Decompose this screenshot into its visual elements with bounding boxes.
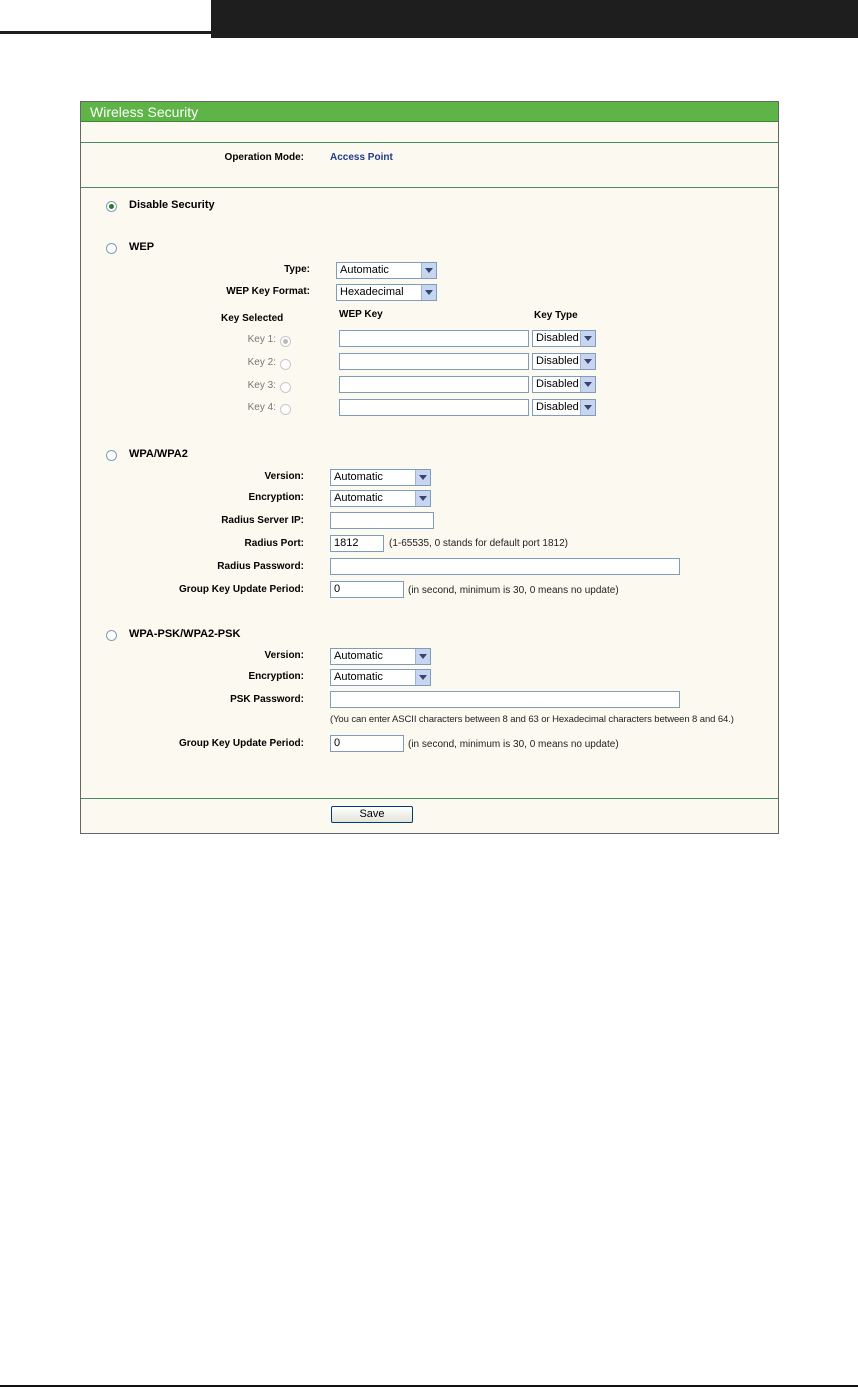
radius-port-input[interactable]: 1812 — [330, 535, 384, 552]
wep-title: WEP — [129, 241, 155, 253]
psk-group-key-hint: (in second, minimum is 30, 0 means no update) — [408, 739, 619, 750]
chevron-down-icon — [421, 263, 436, 278]
psk-version-label: Version: — [264, 650, 304, 661]
wep-radio[interactable] — [106, 243, 117, 254]
key4-label: Key 4: — [247, 402, 276, 413]
wep-format-label: WEP Key Format: — [226, 286, 310, 297]
radius-ip-input[interactable] — [330, 512, 434, 529]
key1-input[interactable] — [339, 330, 529, 347]
key1-type-value: Disabled — [536, 332, 579, 344]
psk-password-hint: (You can enter ASCII characters between 8 and 63 or Hexadecimal characters between 8 and 64.) — [330, 714, 734, 725]
wep-type-label: Type: — [284, 264, 310, 275]
key1-label: Key 1: — [247, 334, 276, 345]
wireless-security-panel — [80, 101, 779, 834]
disable-security-radio[interactable] — [106, 201, 117, 212]
psk-encryption-label: Encryption: — [248, 671, 304, 682]
divider — [81, 798, 778, 799]
key1-type-select[interactable] — [532, 330, 596, 347]
wep-type-select[interactable] — [336, 262, 437, 279]
key4-input[interactable] — [339, 399, 529, 416]
psk-version-select[interactable] — [330, 648, 431, 665]
radius-password-label: Radius Password: — [217, 561, 304, 572]
psk-version-value: Automatic — [334, 650, 383, 662]
chevron-down-icon — [415, 491, 430, 506]
psk-password-input[interactable] — [330, 691, 680, 708]
chevron-down-icon — [415, 470, 430, 485]
wpa-version-select[interactable] — [330, 469, 431, 486]
chevron-down-icon — [421, 285, 436, 300]
key3-input[interactable] — [339, 376, 529, 393]
key4-type-select[interactable] — [532, 399, 596, 416]
col-key-type: Key Type — [534, 310, 578, 321]
key1-radio[interactable] — [280, 336, 291, 347]
wpa-version-label: Version: — [264, 471, 304, 482]
psk-encryption-value: Automatic — [334, 671, 383, 683]
psk-title: WPA-PSK/WPA2-PSK — [129, 628, 241, 640]
header-tab — [0, 0, 211, 34]
panel-title: Wireless Security — [81, 102, 778, 122]
radius-ip-label: Radius Server IP: — [221, 515, 304, 526]
psk-password-label: PSK Password: — [230, 694, 304, 705]
chevron-down-icon — [580, 354, 595, 369]
divider — [81, 187, 778, 188]
key3-type-value: Disabled — [536, 378, 579, 390]
key3-label: Key 3: — [247, 380, 276, 391]
key3-type-select[interactable] — [532, 376, 596, 393]
chevron-down-icon — [580, 377, 595, 392]
operation-mode-label: Operation Mode: — [224, 152, 304, 163]
wpa-version-value: Automatic — [334, 471, 383, 483]
radius-password-input[interactable] — [330, 558, 680, 575]
wep-format-select[interactable] — [336, 284, 437, 301]
key2-type-select[interactable] — [532, 353, 596, 370]
psk-radio[interactable] — [106, 630, 117, 641]
wep-format-value: Hexadecimal — [340, 286, 404, 298]
header-dark-bar — [211, 0, 858, 38]
key2-label: Key 2: — [247, 357, 276, 368]
col-wep-key: WEP Key — [339, 309, 383, 320]
psk-group-key-label: Group Key Update Period: — [178, 738, 304, 749]
key2-type-value: Disabled — [536, 355, 579, 367]
key4-radio[interactable] — [280, 404, 291, 415]
top-header-bar — [0, 0, 858, 38]
wpa-group-key-input[interactable]: 0 — [330, 581, 404, 598]
wpa-radio[interactable] — [106, 450, 117, 461]
disable-security-label: Disable Security — [129, 199, 215, 211]
psk-encryption-select[interactable] — [330, 669, 431, 686]
page-bottom-rule — [0, 1385, 858, 1387]
chevron-down-icon — [415, 649, 430, 664]
divider — [81, 142, 778, 143]
wpa-encryption-select[interactable] — [330, 490, 431, 507]
key3-radio[interactable] — [280, 382, 291, 393]
wpa-encryption-label: Encryption: — [248, 492, 304, 503]
key2-radio[interactable] — [280, 359, 291, 370]
chevron-down-icon — [415, 670, 430, 685]
operation-mode-value: Access Point — [330, 152, 393, 163]
wpa-group-key-hint: (in second, minimum is 30, 0 means no update) — [408, 585, 619, 596]
wpa-title: WPA/WPA2 — [129, 448, 188, 460]
wpa-encryption-value: Automatic — [334, 492, 383, 504]
save-button[interactable]: Save — [331, 806, 413, 823]
col-key-selected: Key Selected — [221, 313, 284, 324]
key2-input[interactable] — [339, 353, 529, 370]
radius-port-hint: (1-65535, 0 stands for default port 1812) — [389, 538, 569, 549]
psk-group-key-input[interactable]: 0 — [330, 735, 404, 752]
key4-type-value: Disabled — [536, 401, 579, 413]
wpa-group-key-label: Group Key Update Period: — [178, 584, 304, 595]
chevron-down-icon — [580, 400, 595, 415]
radius-port-label: Radius Port: — [244, 538, 304, 549]
wep-type-value: Automatic — [340, 264, 389, 276]
chevron-down-icon — [580, 331, 595, 346]
